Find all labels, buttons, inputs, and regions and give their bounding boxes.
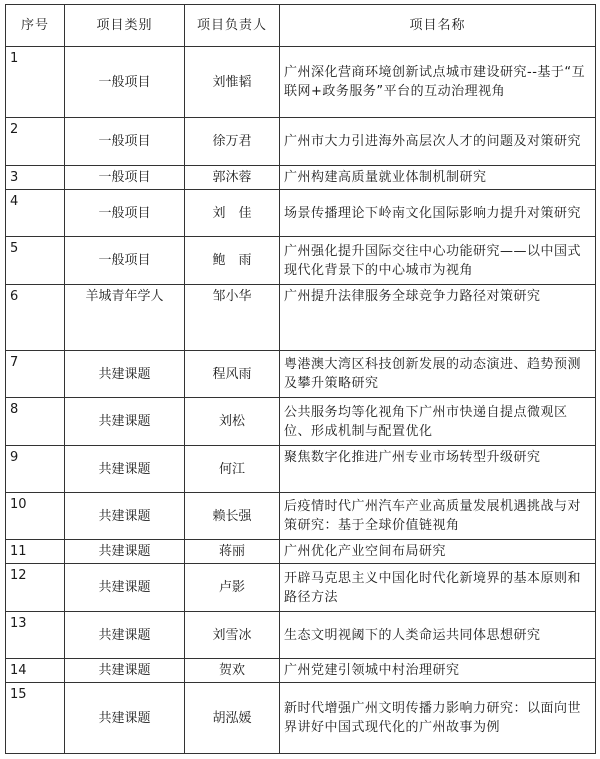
cell-no: 13 <box>6 612 65 659</box>
project-list-table <box>5 4 596 754</box>
cell-no: 7 <box>6 351 65 398</box>
cell-project-name: 广州深化营商环境创新试点城市建设研究--基于“互联网+政务服务”平台的互动治理视角 <box>280 47 596 118</box>
cell-leader: 邹小华 <box>185 285 280 351</box>
cell-leader: 贺欢 <box>185 659 280 683</box>
cell-no: 2 <box>6 118 65 166</box>
header-no: 序号 <box>6 5 65 47</box>
cell-leader: 徐万君 <box>185 118 280 166</box>
cell-category: 共建课题 <box>65 683 185 754</box>
cell-category: 共建课题 <box>65 351 185 398</box>
cell-category: 一般项目 <box>65 237 185 285</box>
table-row <box>6 398 596 446</box>
cell-category: 共建课题 <box>65 659 185 683</box>
cell-leader: 刘松 <box>185 398 280 446</box>
cell-project-name: 后疫情时代广州汽车产业高质量发展机遇挑战与对策研究：基于全球价值链视角 <box>280 493 596 540</box>
table-row <box>6 166 596 190</box>
cell-project-name: 广州强化提升国际交往中心功能研究——以中国式现代化背景下的中心城市为视角 <box>280 237 596 285</box>
table-row <box>6 659 596 683</box>
cell-category: 共建课题 <box>65 540 185 564</box>
cell-leader: 刘 佳 <box>185 190 280 237</box>
cell-no: 1 <box>6 47 65 118</box>
cell-leader: 程风雨 <box>185 351 280 398</box>
cell-project-name: 新时代增强广州文明传播力影响力研究：以面向世界讲好中国式现代化的广州故事为例 <box>280 683 596 754</box>
cell-category: 共建课题 <box>65 446 185 493</box>
cell-leader: 赖长强 <box>185 493 280 540</box>
cell-category: 共建课题 <box>65 493 185 540</box>
cell-no: 8 <box>6 398 65 446</box>
cell-project-name: 公共服务均等化视角下广州市快递自提点微观区位、形成机制与配置优化 <box>280 398 596 446</box>
table-row <box>6 190 596 237</box>
table-row <box>6 446 596 493</box>
cell-leader: 胡泓媛 <box>185 683 280 754</box>
cell-no: 6 <box>6 285 65 351</box>
cell-leader: 郭沐蓉 <box>185 166 280 190</box>
cell-no: 9 <box>6 446 65 493</box>
cell-project-name: 广州优化产业空间布局研究 <box>280 540 596 564</box>
table-row <box>6 351 596 398</box>
cell-project-name: 场景传播理论下岭南文化国际影响力提升对策研究 <box>280 190 596 237</box>
cell-leader: 刘惟韬 <box>185 47 280 118</box>
header-name: 项目名称 <box>280 5 596 47</box>
cell-no: 15 <box>6 683 65 754</box>
header-leader: 项目负责人 <box>185 5 280 47</box>
table-header-row <box>6 5 596 47</box>
cell-project-name: 聚焦数字化推进广州专业市场转型升级研究 <box>280 446 596 493</box>
cell-project-name: 开辟马克思主义中国化时代化新境界的基本原则和路径方法 <box>280 564 596 612</box>
table-row <box>6 118 596 166</box>
cell-project-name: 粤港澳大湾区科技创新发展的动态演进、趋势预测及攀升策略研究 <box>280 351 596 398</box>
cell-category: 羊城青年学人 <box>65 285 185 351</box>
cell-project-name: 广州市大力引进海外高层次人才的问题及对策研究 <box>280 118 596 166</box>
cell-leader: 鲍 雨 <box>185 237 280 285</box>
cell-category: 共建课题 <box>65 564 185 612</box>
cell-project-name: 生态文明视阈下的人类命运共同体思想研究 <box>280 612 596 659</box>
table-row <box>6 540 596 564</box>
cell-no: 12 <box>6 564 65 612</box>
cell-no: 11 <box>6 540 65 564</box>
cell-no: 10 <box>6 493 65 540</box>
cell-category: 一般项目 <box>65 166 185 190</box>
table-row <box>6 47 596 118</box>
cell-leader: 何江 <box>185 446 280 493</box>
table-row <box>6 493 596 540</box>
cell-leader: 卢影 <box>185 564 280 612</box>
cell-no: 14 <box>6 659 65 683</box>
table-row <box>6 564 596 612</box>
project-table-container <box>5 4 596 754</box>
header-category: 项目类别 <box>65 5 185 47</box>
cell-no: 3 <box>6 166 65 190</box>
table-row <box>6 237 596 285</box>
cell-project-name: 广州构建高质量就业体制机制研究 <box>280 166 596 190</box>
table-row <box>6 612 596 659</box>
table-row <box>6 683 596 754</box>
cell-category: 一般项目 <box>65 47 185 118</box>
cell-leader: 蒋丽 <box>185 540 280 564</box>
cell-project-name: 广州提升法律服务全球竞争力路径对策研究 <box>280 285 596 351</box>
cell-category: 一般项目 <box>65 118 185 166</box>
cell-no: 5 <box>6 237 65 285</box>
cell-category: 共建课题 <box>65 612 185 659</box>
cell-leader: 刘雪冰 <box>185 612 280 659</box>
cell-no: 4 <box>6 190 65 237</box>
table-row <box>6 285 596 351</box>
cell-category: 一般项目 <box>65 190 185 237</box>
cell-project-name: 广州党建引领城中村治理研究 <box>280 659 596 683</box>
cell-category: 共建课题 <box>65 398 185 446</box>
